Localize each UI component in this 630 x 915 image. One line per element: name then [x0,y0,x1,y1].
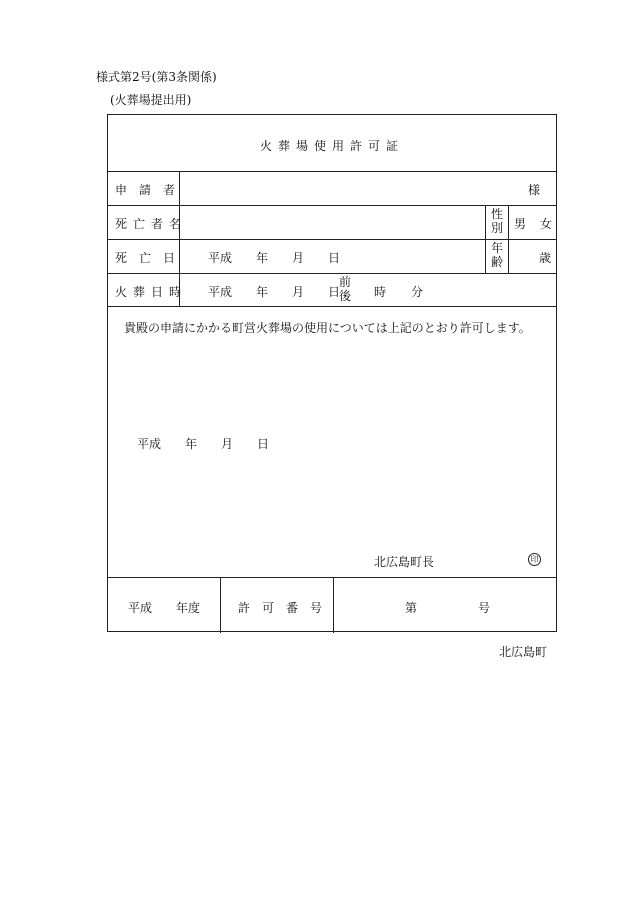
sex-female: 女 [540,217,553,231]
cremation-minute: 分 [411,285,424,299]
cremation-hour: 時 [374,285,387,299]
issue-date-month: 月 [221,437,234,451]
cremation-month: 月 [292,285,305,299]
issue-date-day: 日 [257,437,270,451]
form-subtitle: (火葬場提出用) [110,93,192,107]
issue-date-year: 年 [185,437,198,451]
issue-date-era: 平成 [137,437,162,451]
cremation-year: 年 [256,285,269,299]
rule [508,205,509,273]
cremation-era: 平成 [208,285,233,299]
rule [485,205,486,273]
am-pm-label: 前 後 [339,275,352,303]
cremation-day: 日 [328,285,341,299]
cremation-datetime-label: 火葬日時 [115,285,188,299]
rule [220,577,221,633]
death-date-day: 日 [328,251,341,265]
sex-label: 性 別 [491,207,504,235]
applicant-label: 申請者 [115,183,188,197]
number-prefix: 第 [405,601,418,615]
permit-form [107,114,557,632]
death-date-month: 月 [292,251,305,265]
deceased-name-label: 死亡者名 [115,217,188,231]
rule [108,205,556,206]
death-date-label: 死亡日 [115,251,188,265]
rule [108,577,556,578]
issuing-town: 北広島町 [498,645,547,659]
fiscal-era: 平成 [128,601,153,615]
number-suffix: 号 [478,601,491,615]
death-date-year: 年 [256,251,269,265]
rule [108,306,556,307]
age-label: 年 齢 [491,241,504,269]
form-number: 様式第2号(第3条関係) [96,70,217,84]
death-date-era: 平成 [208,251,233,265]
applicant-suffix: 様 [528,183,541,197]
rule [108,273,556,274]
rule [108,239,556,240]
signatory: 北広島町長 [374,555,435,569]
permit-number-label: 許可番号 [238,601,335,615]
sex-male: 男 [514,217,527,231]
age-unit: 歳 [539,251,552,265]
seal-mark [528,552,541,566]
rule [108,171,556,172]
permit-statement: 貴殿の申請にかかる町営火葬場の使用については上記のとおり許可します。 [124,321,531,335]
permit-title: 火葬場使用許可証 [259,139,404,153]
seal-icon: 印 [528,553,541,566]
fiscal-year-label: 年度 [176,601,201,615]
